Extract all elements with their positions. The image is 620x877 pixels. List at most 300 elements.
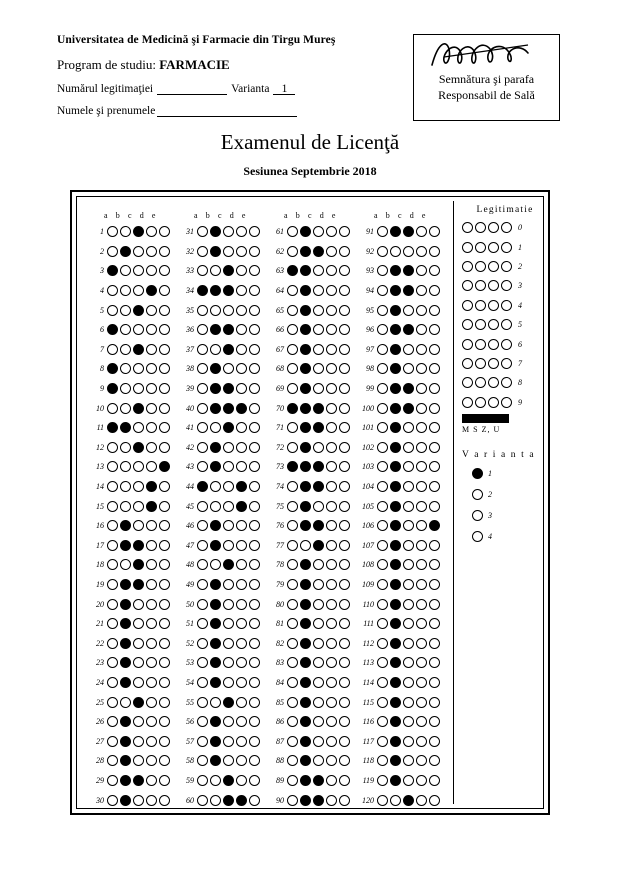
answer-bubble-e[interactable]	[429, 618, 440, 629]
answer-bubble-d[interactable]	[416, 344, 427, 355]
answer-bubble-a[interactable]	[377, 795, 388, 806]
answer-bubble-a[interactable]	[197, 461, 208, 472]
answer-bubble-b[interactable]	[390, 265, 401, 276]
answer-bubble-d[interactable]	[146, 305, 157, 316]
answer-bubble-a[interactable]	[107, 559, 118, 570]
answer-bubble-d[interactable]	[236, 265, 247, 276]
answer-bubble-a[interactable]	[107, 697, 118, 708]
answer-bubble-a[interactable]	[197, 775, 208, 786]
answer-bubble-c[interactable]	[133, 383, 144, 394]
answer-bubble-a[interactable]	[107, 324, 118, 335]
answer-bubble-a[interactable]	[197, 716, 208, 727]
answer-bubble-c[interactable]	[133, 618, 144, 629]
answer-bubble-d[interactable]	[236, 697, 247, 708]
answer-bubble-b[interactable]	[120, 638, 131, 649]
answer-bubble-c[interactable]	[313, 285, 324, 296]
answer-bubble-c[interactable]	[313, 520, 324, 531]
answer-bubble-e[interactable]	[339, 403, 350, 414]
legitimatie-bubble[interactable]	[501, 319, 512, 330]
answer-bubble-c[interactable]	[313, 599, 324, 610]
answer-bubble-b[interactable]	[300, 540, 311, 551]
answer-bubble-a[interactable]	[287, 540, 298, 551]
answer-bubble-b[interactable]	[210, 736, 221, 747]
legitimatie-bubble[interactable]	[475, 222, 486, 233]
answer-bubble-e[interactable]	[339, 363, 350, 374]
answer-bubble-e[interactable]	[249, 755, 260, 766]
answer-bubble-e[interactable]	[339, 677, 350, 688]
answer-bubble-d[interactable]	[416, 520, 427, 531]
answer-bubble-d[interactable]	[146, 579, 157, 590]
answer-bubble-d[interactable]	[326, 265, 337, 276]
answer-bubble-d[interactable]	[146, 442, 157, 453]
answer-bubble-d[interactable]	[326, 657, 337, 668]
answer-bubble-c[interactable]	[403, 775, 414, 786]
answer-bubble-b[interactable]	[210, 344, 221, 355]
answer-bubble-d[interactable]	[416, 638, 427, 649]
answer-bubble-b[interactable]	[300, 442, 311, 453]
answer-bubble-c[interactable]	[133, 442, 144, 453]
answer-bubble-b[interactable]	[300, 755, 311, 766]
answer-bubble-c[interactable]	[313, 305, 324, 316]
answer-bubble-d[interactable]	[326, 481, 337, 492]
answer-bubble-a[interactable]	[287, 599, 298, 610]
answer-bubble-e[interactable]	[249, 363, 260, 374]
answer-bubble-d[interactable]	[416, 795, 427, 806]
answer-bubble-d[interactable]	[146, 775, 157, 786]
answer-bubble-b[interactable]	[390, 716, 401, 727]
answer-bubble-e[interactable]	[429, 226, 440, 237]
answer-bubble-d[interactable]	[236, 795, 247, 806]
answer-bubble-a[interactable]	[197, 618, 208, 629]
answer-bubble-b[interactable]	[300, 461, 311, 472]
answer-bubble-e[interactable]	[159, 755, 170, 766]
answer-bubble-a[interactable]	[107, 442, 118, 453]
answer-bubble-c[interactable]	[403, 559, 414, 570]
answer-bubble-e[interactable]	[249, 442, 260, 453]
answer-bubble-b[interactable]	[210, 501, 221, 512]
answer-bubble-e[interactable]	[429, 716, 440, 727]
answer-bubble-e[interactable]	[249, 520, 260, 531]
answer-bubble-b[interactable]	[390, 305, 401, 316]
answer-bubble-e[interactable]	[339, 657, 350, 668]
answer-bubble-b[interactable]	[120, 246, 131, 257]
answer-bubble-b[interactable]	[390, 599, 401, 610]
answer-bubble-b[interactable]	[300, 638, 311, 649]
answer-bubble-d[interactable]	[416, 677, 427, 688]
answer-bubble-a[interactable]	[287, 618, 298, 629]
answer-bubble-c[interactable]	[403, 403, 414, 414]
answer-bubble-d[interactable]	[146, 265, 157, 276]
answer-bubble-d[interactable]	[326, 736, 337, 747]
answer-bubble-b[interactable]	[120, 383, 131, 394]
answer-bubble-d[interactable]	[326, 501, 337, 512]
answer-bubble-d[interactable]	[146, 403, 157, 414]
answer-bubble-b[interactable]	[210, 403, 221, 414]
answer-bubble-c[interactable]	[133, 363, 144, 374]
answer-bubble-e[interactable]	[249, 638, 260, 649]
answer-bubble-a[interactable]	[197, 677, 208, 688]
answer-bubble-a[interactable]	[107, 226, 118, 237]
answer-bubble-a[interactable]	[287, 383, 298, 394]
answer-bubble-e[interactable]	[339, 501, 350, 512]
answer-bubble-a[interactable]	[377, 736, 388, 747]
answer-bubble-b[interactable]	[390, 226, 401, 237]
legitimatie-bubble[interactable]	[475, 358, 486, 369]
answer-bubble-c[interactable]	[403, 697, 414, 708]
legitimatie-bubble[interactable]	[475, 261, 486, 272]
answer-bubble-b[interactable]	[390, 520, 401, 531]
answer-bubble-b[interactable]	[210, 246, 221, 257]
answer-bubble-c[interactable]	[313, 363, 324, 374]
answer-bubble-a[interactable]	[197, 540, 208, 551]
legitimatie-input[interactable]	[157, 83, 227, 95]
answer-bubble-d[interactable]	[236, 246, 247, 257]
answer-bubble-b[interactable]	[210, 599, 221, 610]
answer-bubble-a[interactable]	[377, 697, 388, 708]
answer-bubble-c[interactable]	[403, 677, 414, 688]
answer-bubble-c[interactable]	[223, 697, 234, 708]
answer-bubble-d[interactable]	[236, 540, 247, 551]
answer-bubble-a[interactable]	[377, 677, 388, 688]
answer-bubble-b[interactable]	[300, 736, 311, 747]
answer-bubble-a[interactable]	[107, 422, 118, 433]
answer-bubble-a[interactable]	[197, 579, 208, 590]
answer-bubble-c[interactable]	[313, 716, 324, 727]
answer-bubble-d[interactable]	[416, 324, 427, 335]
answer-bubble-a[interactable]	[377, 481, 388, 492]
legitimatie-bubble[interactable]	[462, 300, 473, 311]
answer-bubble-d[interactable]	[236, 716, 247, 727]
answer-bubble-a[interactable]	[377, 657, 388, 668]
answer-bubble-b[interactable]	[390, 285, 401, 296]
answer-bubble-b[interactable]	[210, 775, 221, 786]
answer-bubble-b[interactable]	[300, 775, 311, 786]
answer-bubble-b[interactable]	[210, 618, 221, 629]
answer-bubble-c[interactable]	[403, 383, 414, 394]
answer-bubble-a[interactable]	[377, 638, 388, 649]
answer-bubble-c[interactable]	[223, 755, 234, 766]
answer-bubble-e[interactable]	[159, 520, 170, 531]
legitimatie-bubble[interactable]	[501, 222, 512, 233]
answer-bubble-e[interactable]	[159, 638, 170, 649]
answer-bubble-c[interactable]	[133, 501, 144, 512]
answer-bubble-d[interactable]	[326, 442, 337, 453]
answer-bubble-c[interactable]	[223, 442, 234, 453]
answer-bubble-d[interactable]	[326, 363, 337, 374]
answer-bubble-b[interactable]	[120, 305, 131, 316]
answer-bubble-e[interactable]	[339, 442, 350, 453]
answer-bubble-e[interactable]	[249, 344, 260, 355]
answer-bubble-a[interactable]	[197, 442, 208, 453]
answer-bubble-b[interactable]	[390, 324, 401, 335]
answer-bubble-a[interactable]	[287, 520, 298, 531]
answer-bubble-d[interactable]	[146, 755, 157, 766]
answer-bubble-b[interactable]	[300, 697, 311, 708]
answer-bubble-a[interactable]	[377, 755, 388, 766]
answer-bubble-c[interactable]	[403, 344, 414, 355]
answer-bubble-a[interactable]	[287, 501, 298, 512]
answer-bubble-a[interactable]	[377, 383, 388, 394]
answer-bubble-e[interactable]	[159, 579, 170, 590]
answer-bubble-b[interactable]	[390, 481, 401, 492]
answer-bubble-d[interactable]	[416, 461, 427, 472]
answer-bubble-e[interactable]	[249, 775, 260, 786]
answer-bubble-d[interactable]	[236, 285, 247, 296]
answer-bubble-b[interactable]	[300, 363, 311, 374]
answer-bubble-e[interactable]	[429, 677, 440, 688]
answer-bubble-b[interactable]	[390, 677, 401, 688]
answer-bubble-a[interactable]	[107, 501, 118, 512]
answer-bubble-d[interactable]	[416, 305, 427, 316]
answer-bubble-b[interactable]	[300, 285, 311, 296]
answer-bubble-d[interactable]	[146, 795, 157, 806]
answer-bubble-b[interactable]	[120, 285, 131, 296]
answer-bubble-a[interactable]	[107, 383, 118, 394]
answer-bubble-e[interactable]	[159, 305, 170, 316]
answer-bubble-e[interactable]	[159, 246, 170, 257]
answer-bubble-b[interactable]	[390, 383, 401, 394]
answer-bubble-a[interactable]	[107, 363, 118, 374]
answer-bubble-b[interactable]	[390, 540, 401, 551]
answer-bubble-c[interactable]	[223, 775, 234, 786]
answer-bubble-b[interactable]	[120, 481, 131, 492]
legitimatie-bubble[interactable]	[501, 261, 512, 272]
answer-bubble-d[interactable]	[416, 265, 427, 276]
answer-bubble-a[interactable]	[287, 246, 298, 257]
answer-bubble-c[interactable]	[133, 403, 144, 414]
answer-bubble-d[interactable]	[146, 461, 157, 472]
answer-bubble-a[interactable]	[377, 324, 388, 335]
answer-bubble-e[interactable]	[249, 618, 260, 629]
answer-bubble-e[interactable]	[159, 540, 170, 551]
answer-bubble-e[interactable]	[339, 324, 350, 335]
answer-bubble-e[interactable]	[159, 795, 170, 806]
answer-bubble-e[interactable]	[339, 285, 350, 296]
answer-bubble-c[interactable]	[133, 579, 144, 590]
answer-bubble-c[interactable]	[313, 559, 324, 570]
answer-bubble-b[interactable]	[390, 344, 401, 355]
answer-bubble-c[interactable]	[223, 383, 234, 394]
answer-bubble-e[interactable]	[159, 599, 170, 610]
answer-bubble-e[interactable]	[429, 461, 440, 472]
answer-bubble-b[interactable]	[390, 775, 401, 786]
answer-bubble-b[interactable]	[300, 501, 311, 512]
answer-bubble-c[interactable]	[133, 324, 144, 335]
answer-bubble-c[interactable]	[313, 246, 324, 257]
answer-bubble-a[interactable]	[197, 501, 208, 512]
answer-bubble-d[interactable]	[236, 775, 247, 786]
answer-bubble-a[interactable]	[197, 265, 208, 276]
answer-bubble-e[interactable]	[339, 775, 350, 786]
answer-bubble-a[interactable]	[197, 324, 208, 335]
answer-bubble-c[interactable]	[223, 461, 234, 472]
answer-bubble-d[interactable]	[416, 540, 427, 551]
legitimatie-bubble[interactable]	[462, 397, 473, 408]
answer-bubble-a[interactable]	[377, 226, 388, 237]
legitimatie-bubble[interactable]	[501, 300, 512, 311]
answer-bubble-d[interactable]	[236, 461, 247, 472]
legitimatie-bubble[interactable]	[462, 242, 473, 253]
answer-bubble-e[interactable]	[249, 265, 260, 276]
answer-bubble-c[interactable]	[133, 677, 144, 688]
answer-bubble-c[interactable]	[133, 226, 144, 237]
answer-bubble-b[interactable]	[120, 422, 131, 433]
answer-bubble-c[interactable]	[133, 305, 144, 316]
answer-bubble-b[interactable]	[390, 618, 401, 629]
answer-bubble-b[interactable]	[300, 403, 311, 414]
answer-bubble-c[interactable]	[223, 363, 234, 374]
varianta-bubble-2[interactable]	[472, 489, 483, 500]
answer-bubble-e[interactable]	[429, 579, 440, 590]
legitimatie-bubble[interactable]	[488, 222, 499, 233]
answer-bubble-b[interactable]	[120, 501, 131, 512]
answer-bubble-c[interactable]	[403, 618, 414, 629]
answer-bubble-c[interactable]	[403, 363, 414, 374]
answer-bubble-c[interactable]	[223, 344, 234, 355]
answer-bubble-c[interactable]	[403, 481, 414, 492]
answer-bubble-c[interactable]	[223, 540, 234, 551]
answer-bubble-c[interactable]	[403, 226, 414, 237]
answer-bubble-e[interactable]	[429, 795, 440, 806]
answer-bubble-a[interactable]	[197, 795, 208, 806]
answer-bubble-e[interactable]	[159, 501, 170, 512]
answer-bubble-c[interactable]	[313, 481, 324, 492]
answer-bubble-d[interactable]	[326, 559, 337, 570]
answer-bubble-c[interactable]	[313, 265, 324, 276]
answer-bubble-b[interactable]	[210, 285, 221, 296]
answer-bubble-a[interactable]	[197, 520, 208, 531]
answer-bubble-d[interactable]	[236, 363, 247, 374]
answer-bubble-a[interactable]	[377, 265, 388, 276]
answer-bubble-d[interactable]	[236, 442, 247, 453]
answer-bubble-e[interactable]	[429, 246, 440, 257]
answer-bubble-d[interactable]	[326, 775, 337, 786]
legitimatie-bubble[interactable]	[501, 397, 512, 408]
answer-bubble-d[interactable]	[326, 461, 337, 472]
answer-bubble-b[interactable]	[120, 657, 131, 668]
answer-bubble-b[interactable]	[300, 716, 311, 727]
answer-bubble-b[interactable]	[120, 442, 131, 453]
answer-bubble-e[interactable]	[159, 422, 170, 433]
answer-bubble-c[interactable]	[403, 716, 414, 727]
answer-bubble-e[interactable]	[339, 638, 350, 649]
answer-bubble-c[interactable]	[223, 736, 234, 747]
legitimatie-bubble[interactable]	[475, 339, 486, 350]
answer-bubble-b[interactable]	[120, 618, 131, 629]
varianta-bubble-1[interactable]	[472, 468, 483, 479]
answer-bubble-c[interactable]	[223, 481, 234, 492]
answer-bubble-a[interactable]	[107, 344, 118, 355]
answer-bubble-d[interactable]	[236, 755, 247, 766]
answer-bubble-c[interactable]	[313, 618, 324, 629]
answer-bubble-a[interactable]	[377, 305, 388, 316]
answer-bubble-b[interactable]	[210, 461, 221, 472]
answer-bubble-b[interactable]	[390, 363, 401, 374]
answer-bubble-d[interactable]	[146, 422, 157, 433]
answer-bubble-b[interactable]	[120, 599, 131, 610]
answer-bubble-c[interactable]	[403, 501, 414, 512]
answer-bubble-c[interactable]	[133, 540, 144, 551]
answer-bubble-c[interactable]	[403, 795, 414, 806]
answer-bubble-b[interactable]	[210, 677, 221, 688]
answer-bubble-c[interactable]	[223, 599, 234, 610]
answer-bubble-e[interactable]	[249, 461, 260, 472]
answer-bubble-b[interactable]	[300, 481, 311, 492]
answer-bubble-c[interactable]	[403, 540, 414, 551]
answer-bubble-a[interactable]	[287, 579, 298, 590]
answer-bubble-e[interactable]	[159, 403, 170, 414]
answer-bubble-d[interactable]	[416, 422, 427, 433]
answer-bubble-a[interactable]	[377, 344, 388, 355]
answer-bubble-a[interactable]	[377, 501, 388, 512]
answer-bubble-e[interactable]	[429, 638, 440, 649]
answer-bubble-d[interactable]	[236, 226, 247, 237]
answer-bubble-c[interactable]	[133, 716, 144, 727]
answer-bubble-c[interactable]	[133, 657, 144, 668]
answer-bubble-a[interactable]	[377, 559, 388, 570]
answer-bubble-d[interactable]	[146, 226, 157, 237]
answer-bubble-b[interactable]	[390, 246, 401, 257]
answer-bubble-d[interactable]	[416, 618, 427, 629]
answer-bubble-c[interactable]	[403, 461, 414, 472]
legitimatie-bubble[interactable]	[462, 319, 473, 330]
answer-bubble-d[interactable]	[416, 403, 427, 414]
answer-bubble-d[interactable]	[416, 285, 427, 296]
answer-bubble-b[interactable]	[390, 461, 401, 472]
answer-bubble-c[interactable]	[223, 305, 234, 316]
answer-bubble-e[interactable]	[159, 363, 170, 374]
answer-bubble-e[interactable]	[339, 599, 350, 610]
answer-bubble-e[interactable]	[339, 383, 350, 394]
answer-bubble-e[interactable]	[429, 520, 440, 531]
answer-bubble-e[interactable]	[159, 697, 170, 708]
answer-bubble-a[interactable]	[107, 755, 118, 766]
answer-bubble-d[interactable]	[146, 716, 157, 727]
answer-bubble-d[interactable]	[326, 422, 337, 433]
answer-bubble-c[interactable]	[313, 540, 324, 551]
answer-bubble-e[interactable]	[249, 540, 260, 551]
answer-bubble-d[interactable]	[326, 324, 337, 335]
answer-bubble-a[interactable]	[287, 324, 298, 335]
answer-bubble-e[interactable]	[249, 736, 260, 747]
answer-bubble-c[interactable]	[403, 638, 414, 649]
answer-bubble-b[interactable]	[120, 755, 131, 766]
nume-input[interactable]	[157, 105, 297, 117]
answer-bubble-d[interactable]	[326, 344, 337, 355]
answer-bubble-d[interactable]	[326, 618, 337, 629]
answer-bubble-a[interactable]	[197, 246, 208, 257]
answer-bubble-c[interactable]	[403, 305, 414, 316]
answer-bubble-a[interactable]	[287, 403, 298, 414]
answer-bubble-d[interactable]	[416, 481, 427, 492]
answer-bubble-c[interactable]	[133, 461, 144, 472]
answer-bubble-e[interactable]	[429, 599, 440, 610]
answer-bubble-a[interactable]	[197, 403, 208, 414]
answer-bubble-e[interactable]	[339, 540, 350, 551]
answer-bubble-e[interactable]	[429, 755, 440, 766]
answer-bubble-c[interactable]	[223, 422, 234, 433]
answer-bubble-b[interactable]	[120, 226, 131, 237]
answer-bubble-e[interactable]	[429, 383, 440, 394]
answer-bubble-e[interactable]	[159, 618, 170, 629]
answer-bubble-e[interactable]	[249, 677, 260, 688]
legitimatie-bubble[interactable]	[501, 339, 512, 350]
answer-bubble-a[interactable]	[287, 285, 298, 296]
answer-bubble-b[interactable]	[210, 520, 221, 531]
answer-bubble-d[interactable]	[146, 246, 157, 257]
answer-bubble-c[interactable]	[223, 324, 234, 335]
answer-bubble-d[interactable]	[326, 697, 337, 708]
